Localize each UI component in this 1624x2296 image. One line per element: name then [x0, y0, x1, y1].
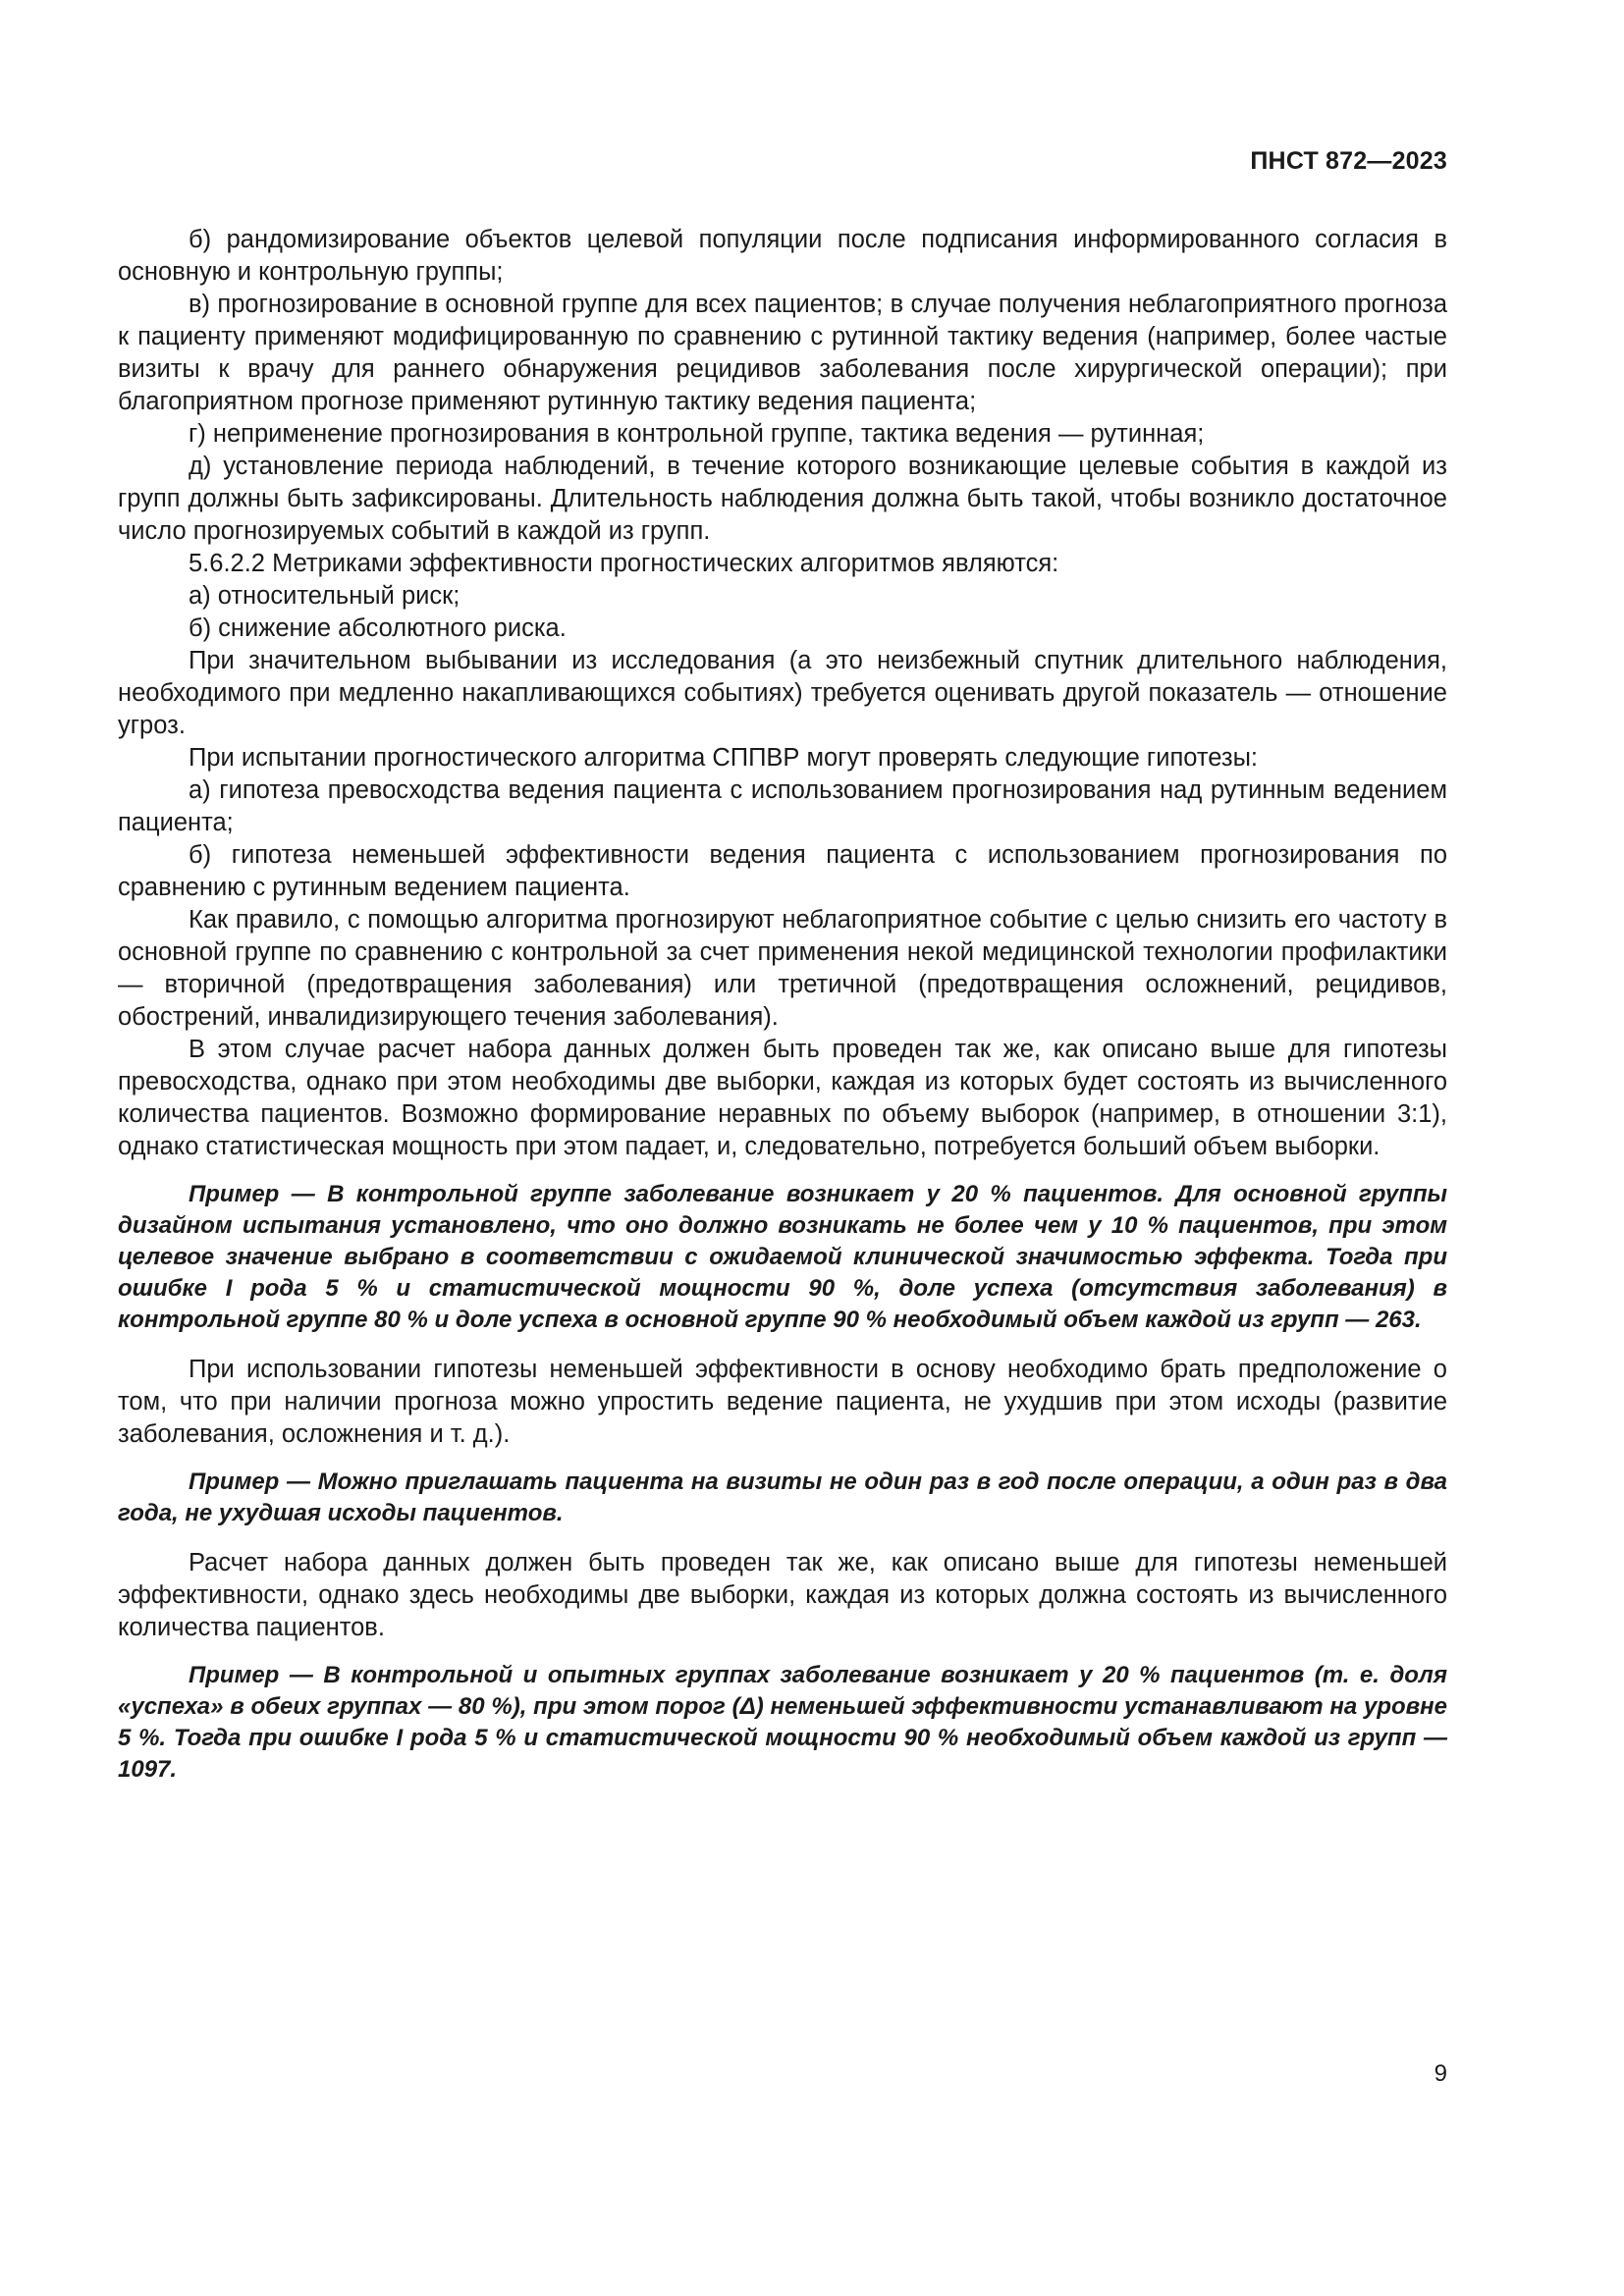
paragraph-prevention: Как правило, с помощью алгоритма прогнозируют неблагоприятное событие с целью снизить его частоту в основной группе по сравнению с контрольной за счет применения некой медицинской технологии профилактики — вторичной (предотвращения заболевания) или третичной (предотвращения осложнений, рецидивов, обострений, инвалидизирующего течения заболевания).	[118, 906, 1447, 1031]
list-item-a-relative-risk: а) относительный риск;	[189, 582, 460, 610]
list-item-b-noninferiority: б) гипотеза неменьшей эффективности ведения пациента с использованием прогнозирования по сравнению с рутинным ведением пациента.	[118, 841, 1447, 901]
list-item-v-forecasting: в) прогнозирование в основной группе для всех пациентов; в случае получения неблагоприятного прогноза к пациенту применяют модифицированную по сравнению с рутинной тактику ведения (например, более частые визиты к врачу для раннего обнаружения рецидивов заболевания после хирургической операции); при благоприятном прогнозе применяют рутинную тактику ведения пациента;	[118, 291, 1447, 415]
page-number: 9	[1434, 2060, 1447, 2087]
paragraph-hazard-ratio: При значительном выбывании из исследования (а это неизбежный спутник длительного наблюдения, необходимого при медленно накапливающихся событиях) требуется оценивать другой показатель — отношение угроз.	[118, 647, 1447, 739]
list-item-g-no-forecasting: г) неприменение прогнозирования в контрольной группе, тактика ведения — рутинная;	[189, 420, 1205, 448]
paragraph-noninferiority-calculation: Расчет набора данных должен быть проведен так же, как описано выше для гипотезы неменьшей эффективности, однако здесь необходимы две выборки, каждая из которых должна состоять из вычисленного количества пациентов.	[118, 1549, 1447, 1641]
example-superiority: Пример — В контрольной группе заболевание возникает у 20 % пациентов. Для основной группы дизайном испытания установлено, что оно должно возникать не более чем у 10 % пациентов, при этом целевое значение выбрано в соответствии с ожидаемой клинической значимостью эффекта. Тогда при ошибке I рода 5 % и статистической мощности 90 %, доле успеха (отсутствия заболевания) в контрольной группе 80 % и доле успеха в основной группе 90 % необходимый объем каждой из групп — 263.	[118, 1181, 1447, 1333]
list-item-b-absolute-risk: б) снижение абсолютного риска.	[189, 614, 567, 642]
paragraph-hypotheses-intro: При испытании прогностического алгоритма СППВР могут проверять следующие гипотезы:	[189, 744, 1259, 772]
paragraph-sample-calculation: В этом случае расчет набора данных должен быть проведен так же, как описано выше для гипотезы превосходства, однако при этом необходимы две выборки, каждая из которых будет состоять из вычисленного количества пациентов. Возможно формирование неравных по объему выборок (например, в отношении 3:1), однако статистическая мощность при этом падает, и, следовательно, потребуется больший объем выборки.	[118, 1036, 1447, 1160]
list-item-b-randomization: б) рандомизирование объектов целевой популяции после подписания информированного согласия в основную и контрольную группы;	[118, 226, 1447, 286]
paragraph-noninferiority-assumption: При использовании гипотезы неменьшей эффективности в основу необходимо брать предположение о том, что при наличии прогноза можно упростить ведение пациента, не ухудшив при этом исходы (развитие заболевания, осложнения и т. д.).	[118, 1356, 1447, 1448]
example-noninferiority: Пример — В контрольной и опытных группах заболевание возникает у 20 % пациентов (т. е. доля «успеха» в обеих группах — 80 %), при этом порог (Δ) неменьшей эффективности устанавливают на уровне 5 %. Тогда при ошибке I рода 5 % и статистической мощности 90 % необходимый объем каждой из групп — 1097.	[118, 1662, 1447, 1783]
list-item-a-superiority: а) гипотеза превосходства ведения пациента с использованием прогнозирования над рутинным ведением пациента;	[118, 776, 1447, 836]
list-item-d-observation-period: д) установление периода наблюдений, в течение которого возникающие целевые события в каждой из групп должны быть зафиксированы. Длительность наблюдения должна быть такой, чтобы возникло достаточное число прогнозируемых событий в каждой из групп.	[118, 453, 1447, 545]
example-visits: Пример — Можно приглашать пациента на визиты не один раз в год после операции, а один раз в два года, не ухудшая исходы пациентов.	[118, 1468, 1447, 1526]
clause-5-6-2-2: 5.6.2.2 Метриками эффективности прогностических алгоритмов являются:	[189, 550, 1059, 577]
document-body	[118, 224, 1447, 1803]
document-number: ПНСТ 872—2023	[1250, 147, 1447, 175]
